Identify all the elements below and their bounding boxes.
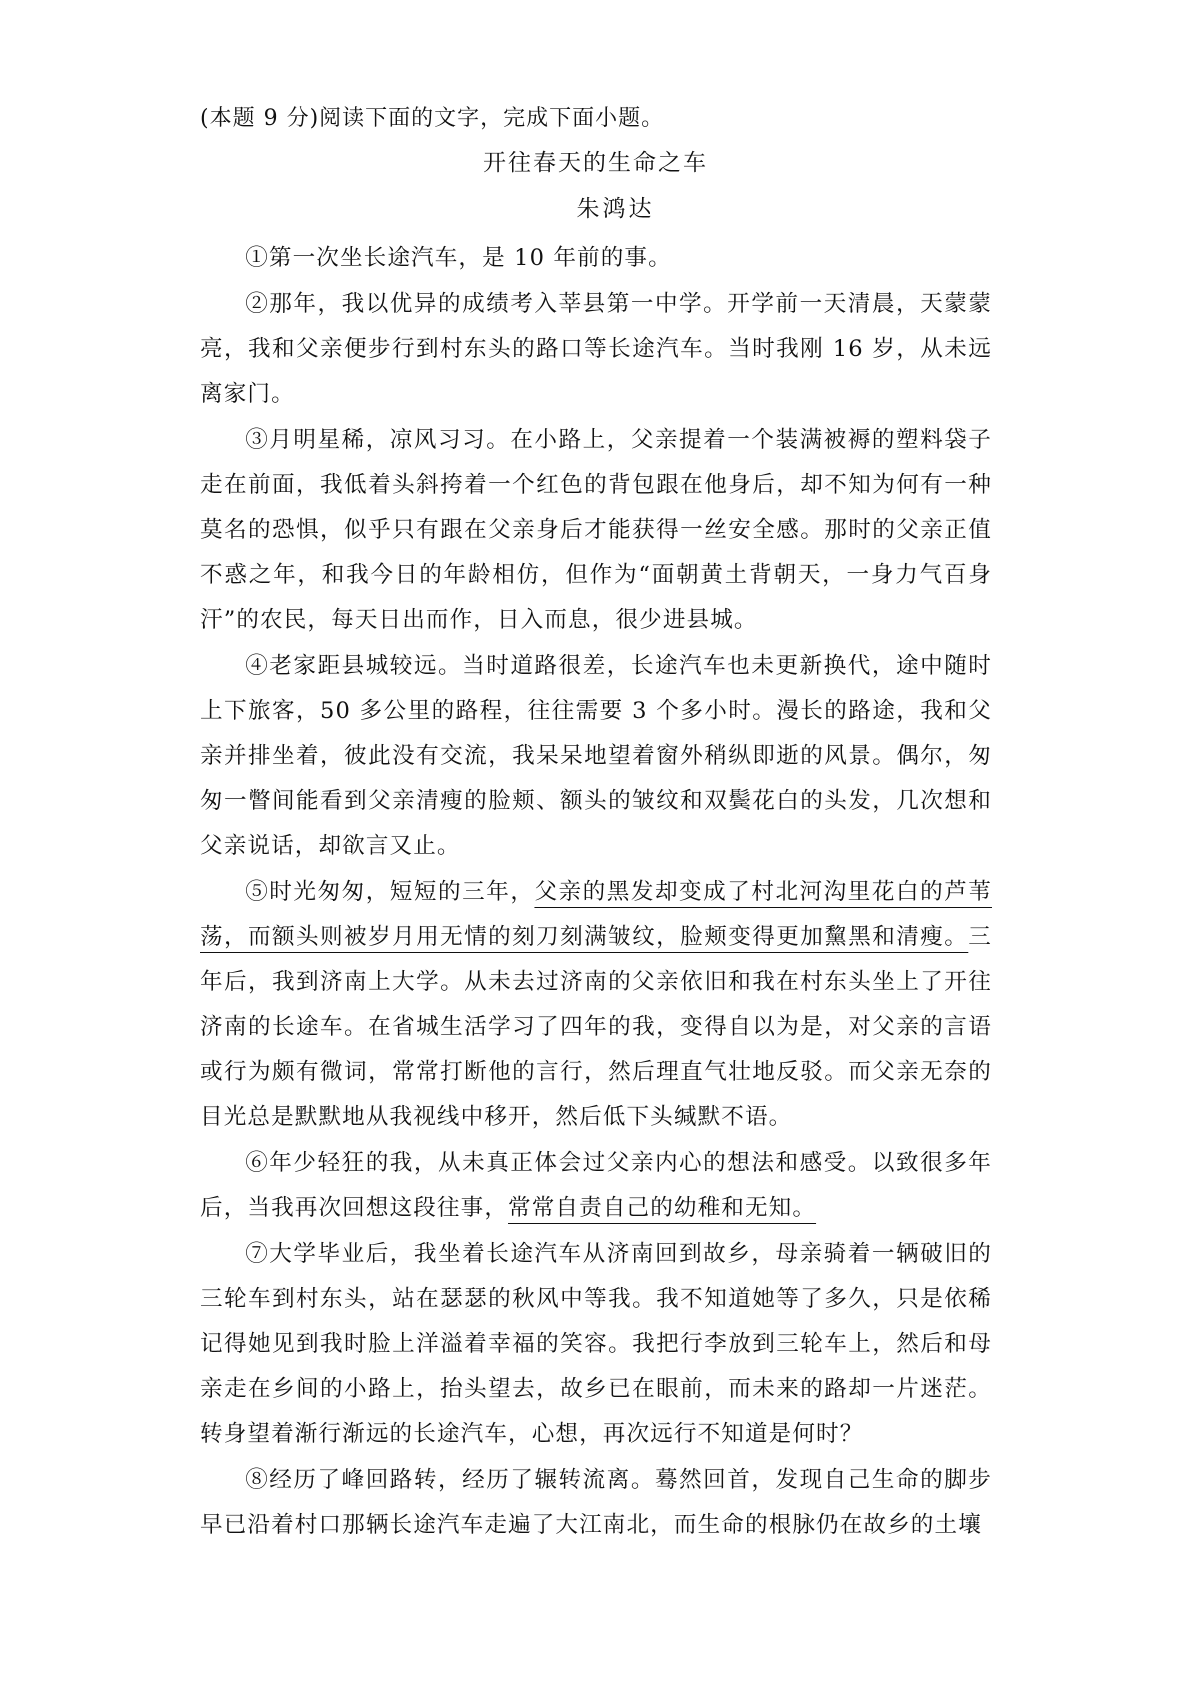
paragraph-3	[200, 418, 992, 643]
paragraph-8	[200, 1458, 992, 1548]
paragraph-text: ⑦大学毕业后，我坐着长途汽车从济南回到故乡，母亲骑着一辆破旧的三轮车到村东头，站在瑟瑟的秋风中等我。我不知道她等了多久，只是依稀记得她见到我时脸上洋溢着幸福的笑容。我把行李放到三轮车上，然后和母亲走在乡间的小路上，抬头望去，故乡已在眼前，而未来的路却一片迷茫。转身望着渐行渐远的长途汽车，心想，再次远行不知道是何时？	[200, 1241, 992, 1447]
paragraph-6	[200, 1141, 992, 1231]
paragraph-1	[200, 236, 992, 281]
paragraph-4	[200, 644, 992, 869]
article-title: 开往春天的生命之车	[483, 150, 708, 176]
underlined-sentence: 常常自责自己的幼稚和无知。	[508, 1195, 817, 1221]
article-body	[200, 236, 992, 1549]
question-instruction: (本题 9 分)阅读下面的文字，完成下面小题。	[200, 106, 665, 131]
paragraph-text: ⑥年少轻狂的我，从未真正体会过父亲内心的想法和感受。以致很多年后，当我再次回想这段往事，	[200, 1150, 992, 1221]
article-author: 朱鸿达	[576, 196, 655, 222]
paragraph-text: ⑤时光匆匆，短短的三年，	[245, 879, 535, 905]
paragraph-text: ②那年，我以优异的成绩考入莘县第一中学。开学前一天清晨，天蒙蒙亮，我和父亲便步行到村东头的路口等长途汽车。当时我刚 16 岁，从未远离家门。	[200, 291, 992, 407]
paragraph-5	[200, 870, 992, 1140]
paragraph-text: ①第一次坐长途汽车，是 10 年前的事。	[245, 245, 672, 271]
paragraph-2	[200, 282, 992, 417]
paragraph-7	[200, 1232, 992, 1457]
paragraph-text: ④老家距县城较远。当时道路很差，长途汽车也未更新换代，途中随时上下旅客，50 多公里的路程，往往需要 3 个多小时。漫长的路途，我和父亲并排坐着，彼此没有交流，我呆呆地望着窗外稍纵即逝的风景。偶尔，匆匆一瞥间能看到父亲清瘦的脸颊、额头的皱纹和双鬓花白的头发，几次想和父亲说话，却欲言又止。	[200, 653, 992, 859]
underlined-sentence: 父亲的黑发却变成了村北河沟里花白的芦苇荡，而额头则被岁月用无情的刻刀刻满皱纹，脸颊变得更加黧黑和清瘦。	[200, 879, 992, 950]
paragraph-text: ⑧经历了峰回路转，经历了辗转流离。蓦然回首，发现自己生命的脚步早已沿着村口那辆长途汽车走遍了大江南北，而生命的根脉仍在故乡的土壤	[200, 1467, 992, 1538]
paragraph-text: 三年后，我到济南上大学。从未去过济南的父亲依旧和我在村东头坐上了开往济南的长途车。在省城生活学习了四年的我，变得自以为是，对父亲的言语或行为颇有微词，常常打断他的言行，然后理直气壮地反驳。而父亲无奈的目光总是默默地从我视线中移开，然后低下头缄默不语。	[200, 924, 992, 1130]
paragraph-text: ③月明星稀，凉风习习。在小路上，父亲提着一个装满被褥的塑料袋子走在前面，我低着头斜挎着一个红色的背包跟在他身后，却不知为何有一种莫名的恐惧，似乎只有跟在父亲身后才能获得一丝安全感。那时的父亲正值不惑之年，和我今日的年龄相仿，但作为“面朝黄土背朝天，一身力气百身汗”的农民，每天日出而作，日入而息，很少进县城。	[200, 427, 992, 633]
